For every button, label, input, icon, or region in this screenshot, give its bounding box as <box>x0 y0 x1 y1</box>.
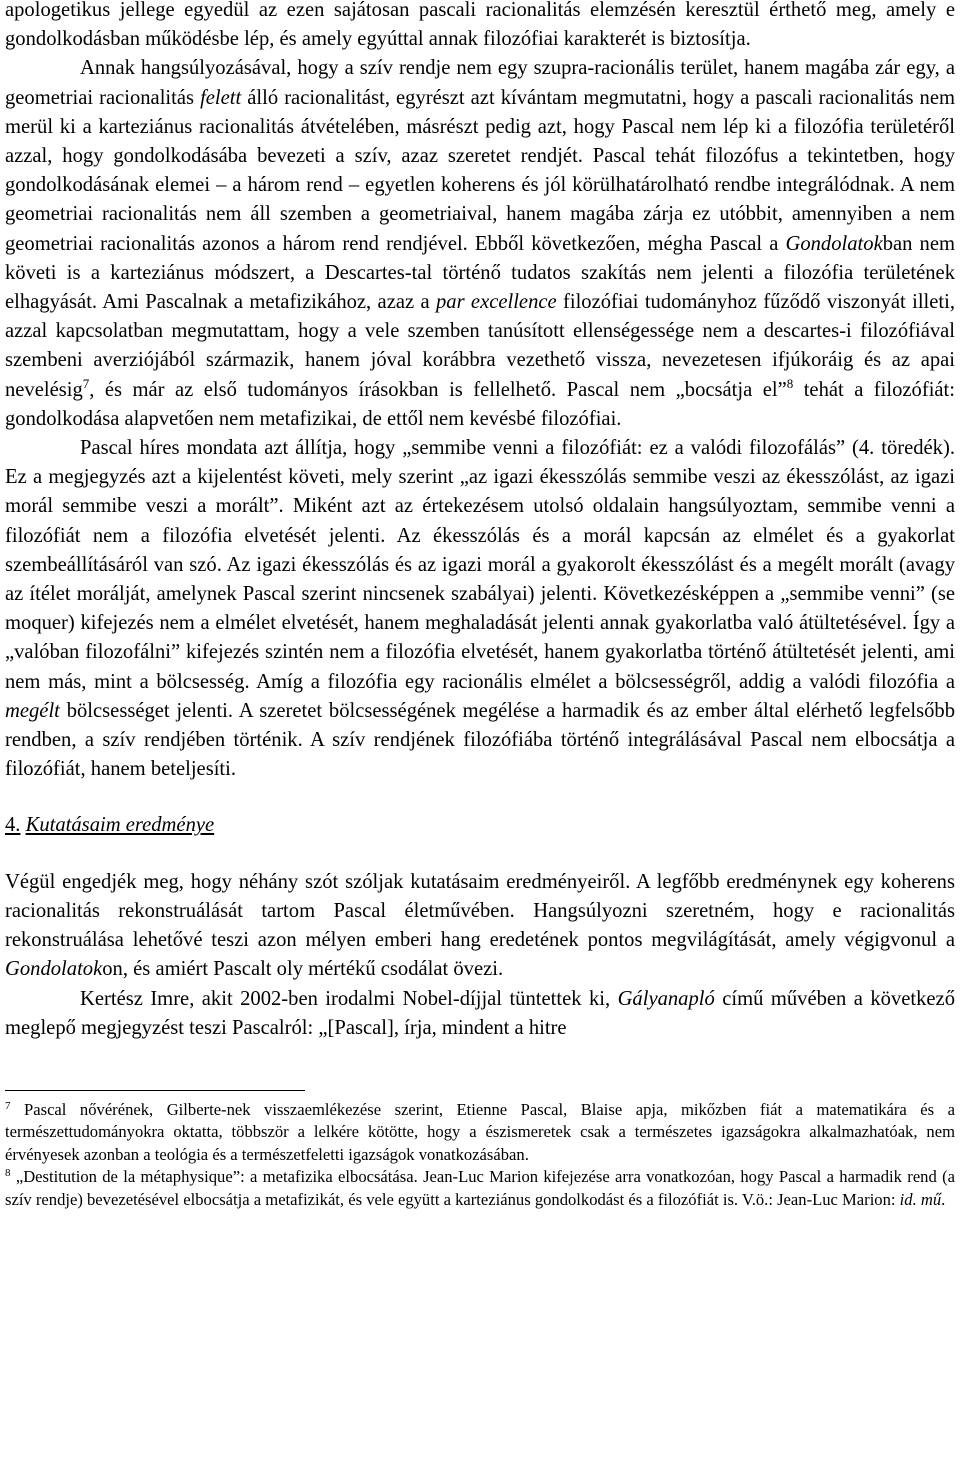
text-run: Végül engedjék meg, hogy néhány szót szóljak kutatásaim eredményeiről. A legfőbb eredménynek egy koherens racionalitás rekonstruálását tartom Pascal életművében. Hangsúlyozni szeretném, hogy e racionalitás rekonstruálása lehetővé teszi azon mélyen emberi hang eredetének pontos megvilágítását, amely végigvonul a <box>5 870 955 952</box>
text-run: ban nem követi is a karteziánus módszert, a Descartes-tal történő tudatos szakítás nem jelenti a filozófia területének elhagyását. Ami Pascalnak a metafizikához, azaz a <box>5 232 956 314</box>
text-run: Kertész Imre, akit 2002-ben irodalmi Nobel-díjjal tüntettek ki, <box>80 987 618 1010</box>
title-gondolatok: Gondolatok <box>785 232 883 255</box>
text-run: Annak hangsúlyozásával, hogy a szív rendje nem egy szupra-racionális terület, hanem magába zár egy, a geometriai racionalitás <box>5 57 955 109</box>
footnotes <box>5 1099 955 1211</box>
text-run: című művében a következő meglepő megjegyzést teszi Pascalról: „[Pascal], írja, mindent a hitre <box>5 987 955 1039</box>
section-heading <box>5 811 955 840</box>
document-page <box>5 0 955 1211</box>
footnote-number: 8 <box>5 1167 11 1180</box>
emphasis-felett: felett <box>200 86 242 109</box>
emphasis-par-excellence: par excellence <box>435 291 557 314</box>
footnote-number: 7 <box>5 1099 11 1112</box>
footnote-7 <box>5 1099 955 1166</box>
footnote-emphasis: id. mű <box>899 1189 942 1209</box>
text-run: álló racionalitást, egyrészt azt kívántam megmutatni, hogy a pascali racionalitás nem merül ki a karteziánus racionalitás átvételében, másrészt pedig azt, hogy Pascal nem lép ki a filozófia területéről azzal, hogy gondolkodásába bevezeti a szív, azaz szeretet rendjét. Pascal tehát filozófus a tekintetben, hogy gondolkodásának elemei – a három rend – egyetlen koherens és jól körülhatárolható rendbe integrálódnak. A nem geometriai racionalitás nem áll szemben a geometriaival, hanem magába zárja ez utóbbit, amennyiben a nem geometriai racionalitás azonos a három rend rendjével. Ebből következően, mégha Pascal a <box>5 86 955 255</box>
title-gondolatok: Gondolatok <box>5 958 103 981</box>
footnote-ref-8[interactable]: 8 <box>786 375 794 391</box>
paragraph-continuation <box>5 0 955 54</box>
section-number: 4. <box>5 814 21 837</box>
text-run: filozófiai tudományhoz fűződő viszonyát illeti, azzal kapcsolatban megmutattam, hogy a vele szemben tanúsított ellenségessége nem a descartes-i filozófiával szembeni averziójából származik, hanem jóval korábbra vezethető vissza, nevezetesen ifjúkoráig és az apai nevelésig <box>5 291 955 401</box>
text-run: on, és amiért Pascalt oly mértékű csodálat övezi. <box>102 958 504 981</box>
text-run: bölcsességet jelenti. A szeretet bölcsességének megélése a harmadik és az ember által elérhető legfelsőbb rendben, a szív rendjében történik. A szív rendjének filozófiába történő integrálásával Pascal nem elbocsátja a filozófiát, hanem beteljesíti. <box>5 699 955 781</box>
title-galyanaplo: Gályanapló <box>617 987 715 1010</box>
paragraph-rationality <box>5 54 955 434</box>
emphasis-megelt: megélt <box>5 699 60 722</box>
text-run: tehát a filozófiát: gondolkodása alapvetően nem metafizikai, de ettől nem kevésbé filozófiai. <box>5 378 955 430</box>
footnote-text: Pascal nővérének, Gilberte-nek visszaemlékezése szerint, Etienne Pascal, Blaise apja, mikőzben fiát a matematikára és a természettudományokra oktatta, többször a lelkére kötötte, hogy a észismeretek csak a természetes igazságokra alkalmazhatóak, nem érvényesek azonban a teológia és a természetfeletti igazságok vonatkozásában. <box>5 1099 955 1164</box>
section-title: Kutatásaim eredménye <box>25 814 215 837</box>
footnote-text: „Destitution de la métaphysique”: a metafizika elbocsátása. Jean-Luc Marion kifejezése arra vonatkozóan, hogy Pascal a harmadik rend (a szív rendje) bevezetésével elbocsátja a metafizikát, és vele együtt a karteziánus gondolkodást és a filozófiát is. V.ö.: Jean-Luc Marion: <box>5 1167 955 1209</box>
footnote-8 <box>5 1166 955 1211</box>
paragraph-text: apologetikus jellege egyedül az ezen sajátosan pascali racionalitás elemzésén keresztül érthető meg, amely e gondolkodásban működésbe lép, és amely egyúttal annak filozófiai karakterét is biztosítja. <box>5 0 955 51</box>
text-run: Pascal híres mondata azt állítja, hogy „semmibe venni a filozófiát: ez a valódi filozofálás” (4. töredék). Ez a megjegyzés azt a kijelentést követi, mely szerint „az igazi ékesszólás semmibe veszi az ékesszólást, az igazi morál semmibe veszi a morált”. Miként azt az értekezésem utolsó oldalain hangsúlyoztam, semmibe venni a filozófiát nem a filozófia elvetését jelenti. Az ékesszólás és a morál kapcsán az elmélet és a gyakorlat szembeállításáról van szó. Az igazi ékesszólás és az igazi morál a gyakorolt ékesszólást és a megélt morált (avagy az ítélet morálját, amelynek Pascal szerint nincsenek szabályai) jelenti. Következésképpen a „semmibe venni” (se moquer) kifejezés nem a elmélet elvetését, hanem meghaladását jelenti annak gyakorlatba való átültetésével. Így a „valóban filozofálni” kifejezés szintén nem a filozófia elvetését, hanem gyakorlatba történő átültetését jelenti, ami nem más, mint a bölcsesség. Amíg a filozófia egy racionális elmélet a bölcsességről, addig a valódi filozófia a <box>5 437 955 693</box>
footnote-ref-7[interactable]: 7 <box>82 375 90 391</box>
paragraph-kertesz <box>5 985 955 1043</box>
footnote-separator <box>5 1090 305 1091</box>
footnote-text: . <box>941 1189 946 1209</box>
text-run: , és már az első tudományos írásokban is fellelhető. Pascal nem „bocsátja el” <box>89 378 787 401</box>
paragraph-philosophy <box>5 434 955 784</box>
paragraph-results <box>5 868 955 985</box>
